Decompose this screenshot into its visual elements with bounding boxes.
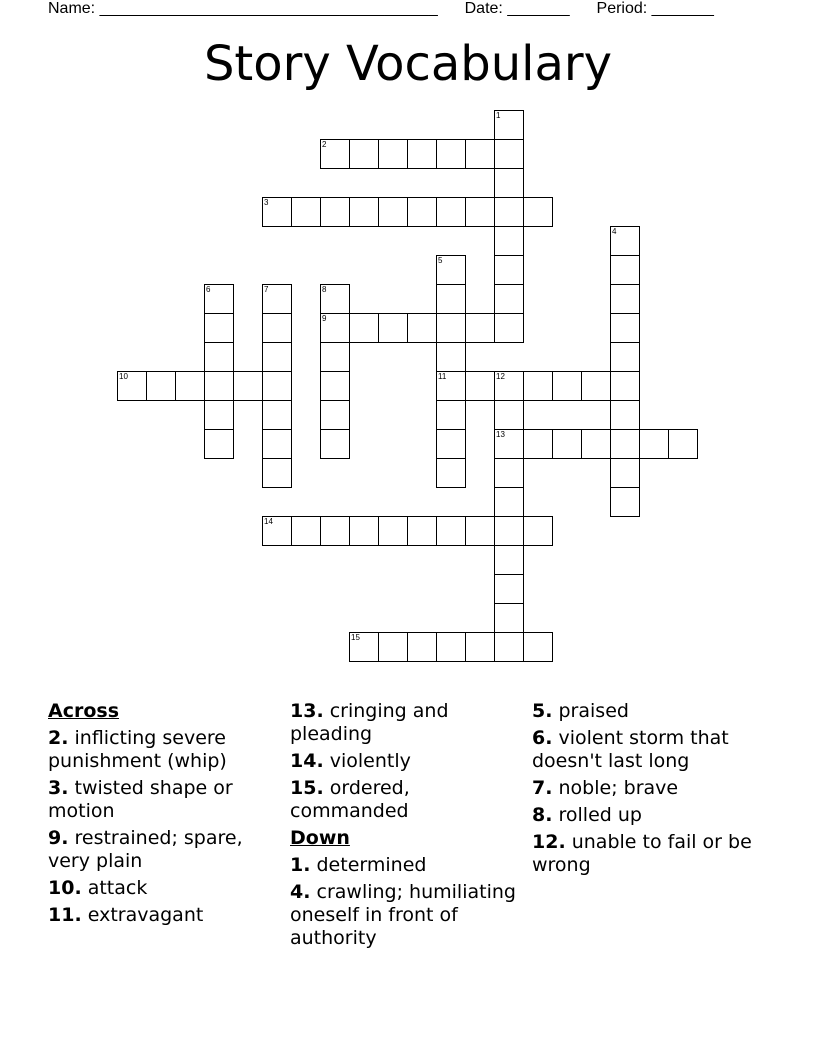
clue-down-12: 12. unable to fail or be wrong: [532, 831, 752, 876]
crossword-cell[interactable]: [523, 371, 553, 401]
clue-across-2: 2. inflicting severe punishment (whip): [48, 727, 227, 772]
crossword-cell[interactable]: [320, 284, 350, 314]
date-field[interactable]: Date: _______: [464, 0, 570, 17]
clue-down-8: 8. rolled up: [532, 804, 642, 826]
crossword-cell[interactable]: [320, 400, 350, 430]
crossword-cell[interactable]: [320, 197, 350, 227]
crossword-cell[interactable]: [320, 371, 350, 401]
clue-number: 1: [496, 111, 501, 120]
crossword-cell[interactable]: [494, 400, 524, 430]
clue-number: 4: [612, 227, 617, 236]
crossword-cell[interactable]: [349, 313, 379, 343]
crossword-cell[interactable]: [494, 603, 524, 633]
crossword-cell[interactable]: [465, 516, 495, 546]
crossword-cell[interactable]: [494, 632, 524, 662]
crossword-cell[interactable]: [320, 342, 350, 372]
crossword-cell[interactable]: [610, 284, 640, 314]
crossword-cell[interactable]: [378, 632, 408, 662]
crossword-cell[interactable]: [494, 545, 524, 575]
crossword-cell[interactable]: [349, 516, 379, 546]
crossword-cell[interactable]: [465, 313, 495, 343]
crossword-cell[interactable]: [407, 139, 437, 169]
across-heading: Across: [48, 700, 120, 722]
crossword-cell[interactable]: [436, 429, 466, 459]
crossword-cell[interactable]: [494, 284, 524, 314]
clue-number: 14: [264, 517, 273, 526]
crossword-cell[interactable]: [262, 342, 292, 372]
crossword-cell[interactable]: [552, 429, 582, 459]
crossword-cell[interactable]: [204, 284, 234, 314]
crossword-cell[interactable]: [581, 429, 611, 459]
crossword-cell[interactable]: [204, 429, 234, 459]
crossword-cell[interactable]: [175, 371, 205, 401]
crossword-cell[interactable]: [610, 400, 640, 430]
crossword-cell[interactable]: [146, 371, 176, 401]
crossword-cell[interactable]: [436, 313, 466, 343]
clues-column-2: [290, 700, 526, 954]
crossword-cell[interactable]: [349, 139, 379, 169]
crossword-cell[interactable]: [262, 284, 292, 314]
crossword-cell[interactable]: [494, 226, 524, 256]
crossword-cell[interactable]: [523, 516, 553, 546]
clue-down-6: 6. violent storm that doesn't last long: [532, 727, 729, 772]
clue-across-3: 3. twisted shape or motion: [48, 777, 233, 822]
clue-number: 5: [438, 256, 443, 265]
crossword-cell[interactable]: [262, 429, 292, 459]
crossword-cell[interactable]: [436, 400, 466, 430]
crossword-cell[interactable]: [262, 400, 292, 430]
crossword-cell[interactable]: [320, 313, 350, 343]
page-title: Story Vocabulary: [203, 36, 613, 92]
clue-down-1: 1. determined: [290, 854, 427, 876]
crossword-cell[interactable]: [552, 371, 582, 401]
crossword-cell[interactable]: [204, 313, 234, 343]
crossword-cell[interactable]: [378, 516, 408, 546]
clues-column-3: [532, 700, 768, 881]
clue-across-13: 13. cringing and pleading: [290, 700, 449, 745]
crossword-cell[interactable]: [494, 139, 524, 169]
crossword-cell[interactable]: [494, 458, 524, 488]
crossword-cell[interactable]: [262, 516, 292, 546]
crossword-cell[interactable]: [465, 371, 495, 401]
crossword-cell[interactable]: [204, 342, 234, 372]
crossword-cell[interactable]: [668, 429, 698, 459]
clue-across-14: 14. violently: [290, 750, 411, 772]
crossword-cell[interactable]: [610, 429, 640, 459]
clue-number: 2: [322, 140, 327, 149]
crossword-cell[interactable]: [523, 429, 553, 459]
down-heading: Down: [290, 827, 350, 849]
clues-column-1: [48, 700, 268, 931]
crossword-cell[interactable]: [378, 313, 408, 343]
crossword-cell[interactable]: [494, 197, 524, 227]
clue-number: 9: [322, 314, 327, 323]
crossword-cell[interactable]: [262, 458, 292, 488]
crossword-cell[interactable]: [610, 226, 640, 256]
crossword-cell[interactable]: [378, 197, 408, 227]
crossword-cell[interactable]: [494, 429, 524, 459]
crossword-cell[interactable]: [436, 516, 466, 546]
clue-across-11: 11. extravagant: [48, 904, 204, 926]
crossword-cell[interactable]: [494, 516, 524, 546]
crossword-cell[interactable]: [465, 197, 495, 227]
clue-down-7: 7. noble; brave: [532, 777, 679, 799]
clue-down-4: 4. crawling; humiliating oneself in front of authority: [290, 881, 516, 949]
crossword-cell[interactable]: [262, 371, 292, 401]
crossword-cell[interactable]: [320, 139, 350, 169]
clue-across-15: 15. ordered, commanded: [290, 777, 410, 822]
crossword-cell[interactable]: [494, 574, 524, 604]
crossword-cell[interactable]: [378, 139, 408, 169]
crossword-cell[interactable]: [349, 632, 379, 662]
crossword-cell[interactable]: [407, 313, 437, 343]
crossword-cell[interactable]: [523, 197, 553, 227]
crossword-cell[interactable]: [436, 371, 466, 401]
clue-number: 3: [264, 198, 269, 207]
crossword-cell[interactable]: [465, 632, 495, 662]
crossword-cell[interactable]: [407, 632, 437, 662]
clue-across-10: 10. attack: [48, 877, 148, 899]
crossword-cell[interactable]: [349, 197, 379, 227]
crossword-cell[interactable]: [204, 400, 234, 430]
clue-number: 12: [496, 372, 505, 381]
crossword-cell[interactable]: [436, 255, 466, 285]
crossword-cell[interactable]: [407, 197, 437, 227]
crossword-cell[interactable]: [233, 371, 263, 401]
clue-number: 15: [351, 633, 360, 642]
crossword-cell[interactable]: [320, 516, 350, 546]
name-field[interactable]: Name: ______________________________________: [48, 0, 438, 17]
crossword-cell[interactable]: [610, 342, 640, 372]
crossword-cell[interactable]: [436, 632, 466, 662]
crossword-cell[interactable]: [407, 516, 437, 546]
crossword-cell[interactable]: [291, 516, 321, 546]
crossword-cell[interactable]: [494, 110, 524, 140]
clue-number: 11: [438, 372, 447, 381]
crossword-cell[interactable]: [494, 371, 524, 401]
period-field[interactable]: Period: _______: [596, 0, 714, 17]
crossword-cell[interactable]: [436, 284, 466, 314]
crossword-cell[interactable]: [494, 487, 524, 517]
crossword-cell[interactable]: [610, 487, 640, 517]
crossword-cell[interactable]: [610, 371, 640, 401]
clue-number: 13: [496, 430, 505, 439]
crossword-cell[interactable]: [610, 255, 640, 285]
crossword-cell[interactable]: [262, 197, 292, 227]
crossword-cell[interactable]: [494, 313, 524, 343]
crossword-cell[interactable]: [436, 139, 466, 169]
crossword-cell[interactable]: [639, 429, 669, 459]
clue-number: 7: [264, 285, 269, 294]
crossword-cell[interactable]: [262, 313, 292, 343]
crossword-cell[interactable]: [494, 168, 524, 198]
crossword-cell[interactable]: [436, 458, 466, 488]
crossword-cell[interactable]: [436, 342, 466, 372]
clue-number: 10: [119, 372, 128, 381]
clue-across-9: 9. restrained; spare, very plain: [48, 827, 243, 872]
crossword-cell[interactable]: [610, 458, 640, 488]
crossword-cell[interactable]: [204, 371, 234, 401]
crossword-cell[interactable]: [117, 371, 147, 401]
crossword-cell[interactable]: [494, 255, 524, 285]
crossword-cell[interactable]: [291, 197, 321, 227]
crossword-cell[interactable]: [523, 632, 553, 662]
crossword-cell[interactable]: [436, 197, 466, 227]
crossword-cell[interactable]: [465, 139, 495, 169]
crossword-cell[interactable]: [581, 371, 611, 401]
clue-down-5: 5. praised: [532, 700, 629, 722]
clue-number: 6: [206, 285, 211, 294]
crossword-cell[interactable]: [320, 429, 350, 459]
crossword-cell[interactable]: [610, 313, 640, 343]
clue-number: 8: [322, 285, 327, 294]
